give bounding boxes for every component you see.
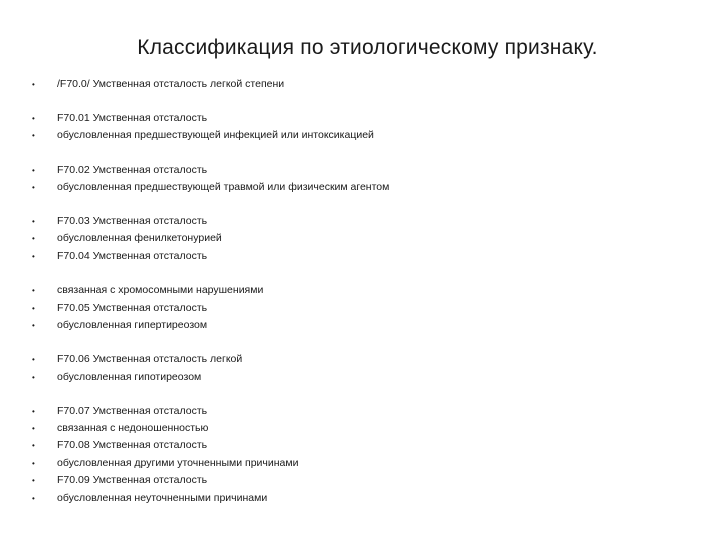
- list-item: [32, 248, 692, 265]
- bullet-icon: •: [32, 476, 35, 485]
- list-item-text: F70.01 Умственная отсталость: [57, 112, 208, 124]
- list-item: [32, 162, 692, 179]
- bullet-icon: •: [32, 80, 35, 89]
- list-item: [32, 282, 692, 299]
- list-item: [32, 351, 692, 368]
- bullet-icon: •: [32, 407, 35, 416]
- list-item-text: обусловленная предшествующей инфекцией или интоксикацией: [57, 129, 374, 141]
- list-item: [32, 317, 692, 334]
- slide-title: Классификация по этиологическому признаку.: [137, 36, 598, 59]
- list-item: [32, 110, 692, 127]
- list-item-text: обусловленная предшествующей травмой или физическим агентом: [57, 181, 390, 193]
- list-item: [32, 369, 692, 386]
- list-item: [32, 213, 692, 230]
- list-item: [32, 420, 692, 437]
- bullet-icon: •: [32, 183, 35, 192]
- bullet-icon: •: [32, 355, 35, 364]
- list-item-text: F70.07 Умственная отсталость: [57, 405, 208, 417]
- list-item-text: обусловленная фенилкетонурией: [57, 232, 222, 244]
- bullet-icon: •: [32, 234, 35, 243]
- bullet-icon: •: [32, 373, 35, 382]
- bullet-icon: •: [32, 459, 35, 468]
- list-item: [32, 127, 692, 144]
- bullet-icon: •: [32, 114, 35, 123]
- list-item-text: F70.02 Умственная отсталость: [57, 164, 208, 176]
- list-item-text: связанная с недоношенностью: [57, 422, 209, 434]
- bullet-icon: •: [32, 252, 35, 261]
- list-item-text: F70.04 Умственная отсталость: [57, 250, 208, 262]
- bullet-icon: •: [32, 131, 35, 140]
- bullet-icon: •: [32, 321, 35, 330]
- list-item-text: /F70.0/ Умственная отсталость легкой степени: [57, 78, 285, 90]
- bullet-icon: •: [32, 286, 35, 295]
- list-item: [32, 76, 692, 93]
- list-item-text: связанная с хромосомными нарушениями: [57, 284, 264, 296]
- list-item: [32, 490, 692, 507]
- list-item: [32, 179, 692, 196]
- list-item-text: обусловленная гипотиреозом: [57, 371, 202, 383]
- list-item: [32, 437, 692, 454]
- list-item: [32, 455, 692, 472]
- list-item-text: обусловленная другими уточненными причинами: [57, 457, 299, 469]
- list-item: [32, 403, 692, 420]
- list-item: [32, 472, 692, 489]
- list-item: [32, 300, 692, 317]
- bullet-icon: •: [32, 494, 35, 503]
- list-item-text: обусловленная неуточненными причинами: [57, 492, 268, 504]
- bullet-icon: •: [32, 217, 35, 226]
- list-item-text: обусловленная гипертиреозом: [57, 319, 208, 331]
- list-item-text: F70.05 Умственная отсталость: [57, 302, 208, 314]
- list-item-text: F70.08 Умственная отсталость: [57, 439, 208, 451]
- list-item-text: F70.09 Умственная отсталость: [57, 474, 208, 486]
- bullet-icon: •: [32, 441, 35, 450]
- bullet-icon: •: [32, 304, 35, 313]
- bullet-icon: •: [32, 424, 35, 433]
- list-item-text: F70.06 Умственная отсталость легкой: [57, 353, 243, 365]
- bullet-icon: •: [32, 166, 35, 175]
- list-item: [32, 230, 692, 247]
- list-item-text: F70.03 Умственная отсталость: [57, 215, 208, 227]
